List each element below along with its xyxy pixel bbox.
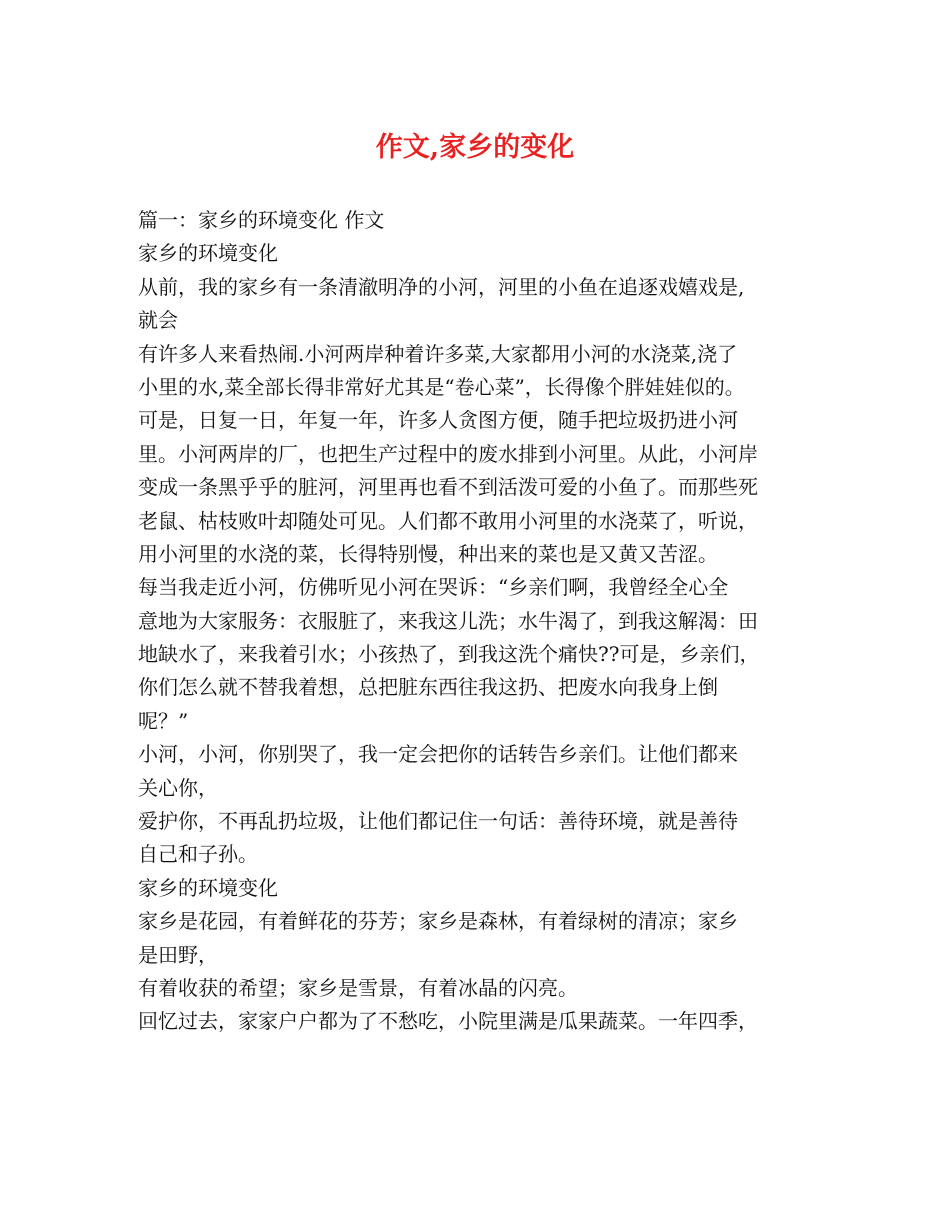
text-line: 可是，日复一日，年复一年，许多人贪图方便，随手把垃圾扔进小河 [138, 408, 738, 433]
text-line: 意地为大家服务：衣服脏了，来我这儿洗；水牛渴了，到我这解渴：田 [138, 608, 758, 633]
text-line: 有着收获的希望；家乡是雪景，有着冰晶的闪亮。 [138, 975, 578, 1000]
text-line: 家乡的环境变化 [138, 875, 278, 900]
text-line: 回忆过去，家家户户都为了不愁吃，小院里满是瓜果蔬菜。一年四季， [138, 1009, 758, 1034]
text-line: 爱护你，不再乱扔垃圾，让他们都记住一句话：善待环境，就是善待 [138, 809, 738, 834]
text-line: 就会 [138, 308, 178, 333]
text-line: 家乡是花园，有着鲜花的芬芳；家乡是森林，有着绿树的清凉；家乡 [138, 909, 738, 934]
text-line: 你们怎么就不替我着想，总把脏东西往我这扔、把废水向我身上倒 [138, 675, 718, 700]
text-line: 有许多人来看热闹.小河两岸种着许多菜,大家都用小河的水浇菜,浇了 [138, 341, 738, 366]
text-line: 小里的水,菜全部长得非常好尤其是“卷心菜”，长得像个胖娃娃似的。 [138, 374, 745, 399]
text-line: 老鼠、枯枝败叶却随处可见。人们都不敢用小河里的水浇菜了，听说， [138, 508, 758, 533]
text-line: 关心你， [138, 775, 218, 800]
text-line: 是田野， [138, 942, 218, 967]
text-line: 从前，我的家乡有一条清澈明净的小河，河里的小鱼在追逐戏嬉戏是, [138, 274, 745, 299]
text-line: 地缺水了，来我着引水；小孩热了，到我这洗个痛快??可是，乡亲们， [138, 642, 760, 667]
document-body [138, 204, 818, 1039]
text-line: 里。小河两岸的厂，也把生产过程中的废水排到小河里。从此，小河岸 [138, 441, 758, 466]
document-title: 作文,家乡的变化 [375, 132, 575, 163]
text-line: 小河，小河，你别哭了，我一定会把你的话转告乡亲们。让他们都来 [138, 742, 738, 767]
text-line: 每当我走近小河，仿佛听见小河在哭诉：“乡亲们啊，我曾经全心全 [138, 575, 729, 600]
text-line: 篇一：家乡的环境变化 作文 [138, 208, 385, 232]
text-line: 家乡的环境变化 [138, 241, 278, 266]
text-line: 变成一条黑乎乎的脏河，河里再也看不到活泼可爱的小鱼了。而那些死 [138, 475, 758, 500]
text-line: 呢？” [138, 708, 189, 733]
text-line: 用小河里的水浇的菜，长得特别慢，种出来的菜也是又黄又苦涩。 [138, 541, 718, 566]
text-line: 自己和子孙。 [138, 842, 258, 867]
